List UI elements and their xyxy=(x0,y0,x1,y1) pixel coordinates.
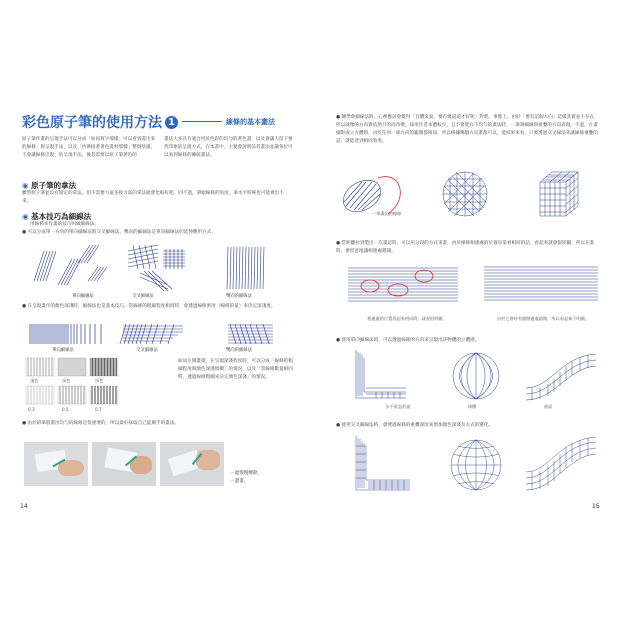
swatch-value-2: 0.5 xyxy=(62,407,69,412)
uni-curve xyxy=(526,354,596,400)
cross-hatched-cube xyxy=(540,172,578,216)
single-direction-hatch-sample xyxy=(34,245,107,285)
uni-plane-shape xyxy=(356,350,406,398)
bullet-unidirectional: ● 使用單向細線法時，可以透過線條的方向來呈現出該物體的立體感。 xyxy=(336,338,480,343)
photo-caption: 一邊慢慢轉動， 一邊畫。 xyxy=(230,471,263,484)
wide-area-examples xyxy=(346,262,600,308)
bullet-wide-area: ● 當距離拉到製出一次畫這時，可以用分段的方式來畫，由於線條相連處的位置每第看相同的話，看起來就會很明顯，所以在畫時，要留意地讓相連處錯開。 xyxy=(336,241,595,254)
uni-sphere xyxy=(453,353,499,399)
swatch-label-medium: 深色 xyxy=(62,378,71,383)
swatch-label-dark: 黑色 xyxy=(95,378,104,383)
grip-text: 雖然原子筆並沒有固定的拿法，但不需要力道多接力氣的拿法就會比較好吧。同不過，筆頭線條的角度，筆水平時候也可能會出不來。 xyxy=(22,191,284,204)
photo-hand-2 xyxy=(92,442,156,486)
photo-hand-3 xyxy=(160,442,224,486)
label-single-hatch-1: 單向細線法 xyxy=(72,294,94,299)
swatch-value-3: 0.7 xyxy=(95,407,102,412)
photo-hand-1 xyxy=(24,442,88,486)
section-subtitle: 線條的基本畫法 xyxy=(226,118,275,126)
cross-plane-shape xyxy=(356,436,410,490)
page-number-right: 15 xyxy=(592,503,600,510)
density-examples-row2 xyxy=(28,322,298,346)
heading-grip: ◉ 原子筆的拿法 xyxy=(22,181,77,190)
section-badge: 1 xyxy=(165,116,178,129)
bullet-cross: ● 使用交叉細線法時，會透過線條的重疊深度來增加顏色深淺及方式的變化。 xyxy=(336,423,494,428)
bullet-density: ● 在呈現畫作的顏色深淺時，細線法也是基本技巧。當線條的粗細程度相同時，會透過線條密度（線條的量）來決定深淺度。 xyxy=(22,304,276,309)
bullet-hatching-types: ● 可以分成單一方向的單向細線法與交叉細線法。雙向的細線法是單向細線法的延伸應用方式。 xyxy=(22,230,216,235)
page-title: 彩色原子筆的使用方法 1 $^{線條的基本畫法}$ xyxy=(22,115,275,131)
caption-wide-left: 相連處的位置看起來相同時，就會很明顯。 xyxy=(367,316,447,321)
label-bidirectional-hatch-1: 雙向的細線法 xyxy=(226,294,252,299)
cross-hatched-sphere xyxy=(443,172,487,216)
cross-curve xyxy=(526,437,596,490)
label-sphere: 球體 xyxy=(467,404,477,409)
label-curve: 曲面 xyxy=(543,404,553,409)
cross-sphere xyxy=(451,440,501,490)
page-number-left: 14 xyxy=(20,503,28,510)
bidirectional-hatch-sample xyxy=(227,247,264,289)
caption-wide-right: 由於它會時有錯開連處錯開，所以看起來不明顯。 xyxy=(496,316,590,321)
cross-hatch-sample xyxy=(128,245,185,291)
heading-technique: ◉ 基本技巧為細線法 xyxy=(22,212,92,221)
label-plane: 水平垂直的面 xyxy=(385,404,411,409)
label-cross-hatch-1: 交叉細線法 xyxy=(132,294,154,299)
swatch-label-light: 淺色 xyxy=(30,378,39,383)
bullet-grip-tip: ● 由於鉛筆般畫出均勻的線條是很重要的，所以最好採取自己能順手的畫法。 xyxy=(22,421,180,426)
label-bidirectional-hatch-2: 雙向的細線法 xyxy=(226,348,252,353)
hatching-examples-row1 xyxy=(28,243,298,293)
technique-text: 用線條來作畫的技巧叫做細線法。 xyxy=(30,222,99,227)
unidirectional-forms xyxy=(346,348,600,404)
tone-swatches xyxy=(24,356,154,408)
swatch-explanation: 如同左側畫樣，在呈現深淺程度時，可以分成「線條的粗細程度與顏色深淺無關」的情況，以及「當線條數量相同時，透過線條粗細來決定顏色深淺」的情況。 xyxy=(178,359,293,380)
label-cross-hatch-2: 交叉細線法 xyxy=(136,348,158,353)
swatch-value-1: 0.3 xyxy=(28,407,35,412)
right-intro: ● 剛學會細線法時，心裡應該會覺得「且體來說，要有幾道道才好呢」對吧。事實上，由於「要有這個方向」這樣其實並不存在，所以就像的方向會依照目的而改變，採用作者本體較少，且不會使有不均勻的畫法時，一筆筆細線與重疊的方向表現。不過，在畫細影或立方體時，由於任何一條方向的範圍都相同，所以根據哪個方向畫都可以，能結果來看，只要透過交叉線法來讓線條重疊的話，就能達到相同效果。 xyxy=(336,115,599,144)
intro-column-2: 畫法大多具有適合用於色彩的均勻的著色畫，以及會讓人留下強烈印象的呈現方式。在本書中，主要會說明前者畫法並讓各位可以看到線條的傳統畫法。 xyxy=(164,137,293,158)
cross-hatch-forms xyxy=(346,434,600,496)
label-single-stroke: 一筆畫出的線條 xyxy=(372,211,402,216)
intro-column-1: 原子筆作畫的呈現手法可以分成「如同寫字那樣」可以看到書出來的線條」與呈現手法，以及「彷彿接著著色書材那樣」整個塗滿，不會讓線條出現」的呈現手法，後者需要以原子筆著色的 xyxy=(22,137,156,158)
label-single-hatch-2: 單向細線法 xyxy=(52,348,74,353)
